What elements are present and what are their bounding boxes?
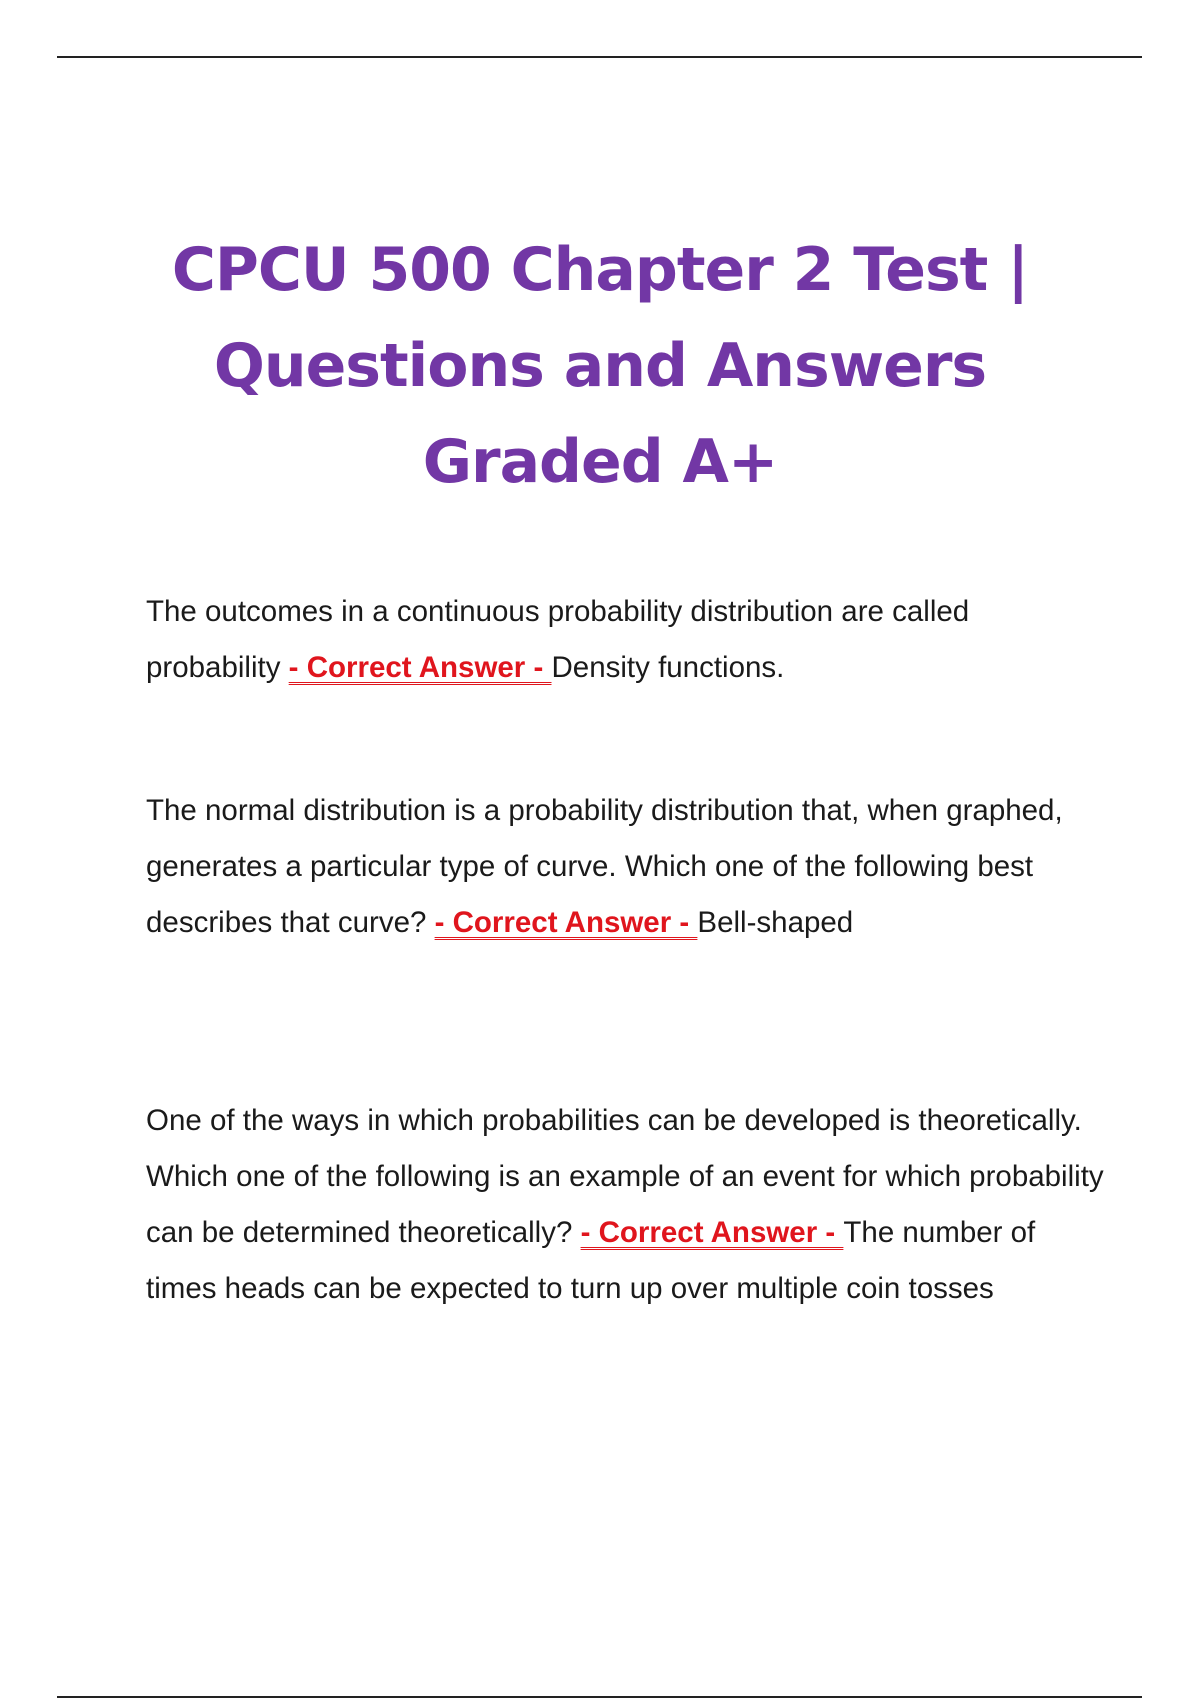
answer-text: Bell-shaped	[697, 906, 854, 939]
correct-answer-marker: - Correct Answer -	[288, 651, 552, 684]
bottom-rule	[57, 1696, 1142, 1698]
question-text: The normal distribution is a probability distribution that, when graphed, generates a particular type of curve. Which one of the following best describes that curve?	[146, 794, 1063, 939]
document-title: CPCU 500 Chapter 2 Test | Questions and Answers Graded A+	[171, 235, 1029, 497]
question-text: The outcomes in a continuous probability distribution are called probability	[146, 595, 970, 684]
correct-answer-marker: - Correct Answer -	[580, 1216, 844, 1249]
correct-answer-marker: - Correct Answer -	[434, 906, 698, 939]
qa-item	[146, 1093, 1106, 1317]
question-text: One of the ways in which probabilities can be developed is theoretically. Which one of the following is an example of an event for which probability can be determined theoretically?	[146, 1104, 1104, 1249]
qa-item	[146, 783, 1106, 951]
answer-text: The number of times heads can be expected to turn up over multiple coin tosses	[146, 1216, 1036, 1305]
answer-text: Density functions.	[551, 651, 785, 684]
top-rule	[57, 56, 1142, 58]
qa-item	[146, 584, 1106, 696]
